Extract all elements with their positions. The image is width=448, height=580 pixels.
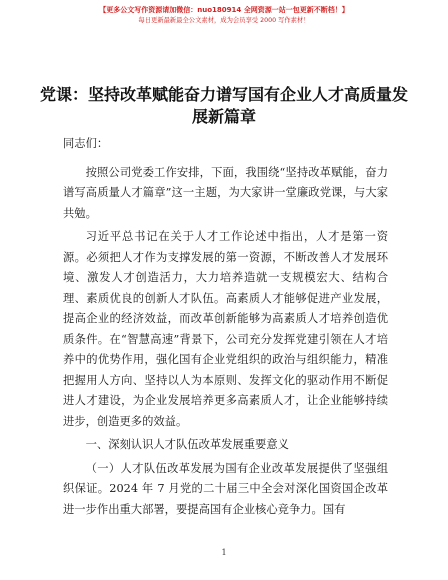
body-paragraph-1: 按照公司党委工作安排，下面，我围绕“坚持改革赋能，奋力谱写高质量人才篇章”这一主题，为大家讲一堂廉政党课，与大家共勉。 — [63, 165, 388, 220]
page-number: 1 — [221, 548, 227, 557]
document-title: 党课：坚持改革赋能奋力谱写国有企业人才高质量发展新篇章 — [40, 85, 409, 126]
promo-line-1: 【更多公文写作资源请加微信：nuo180914 全网资源一站一包更新不断档！】 — [99, 6, 349, 14]
promo-header — [0, 6, 448, 25]
body-paragraph-2: 习近平总书记在关于人才工作论述中指出，人才是第一资源。必须把人才作为支撑发展的第一资源，不断改善人才发展环境、激发人才创造活力，大力培养造就一支规模宏大、结构合理、素质优良的创新人才队伍。高素质人才能够促进产业发展，提高企业的经济效益，而改革创新能够为高素质人才培养创造优质条件。在“智慧高速”背景下，公司充分发挥党建引领在人才培养中的优势作用，强化国有企业党组织的政治与组织能力，精准把握用人方向、坚持以人为本原则、发挥文化的驱动作用不断促进人才建设，为企业发展培养更多高素质人才，让企业能够持续进步，创造更多的效益。 — [63, 230, 388, 428]
promo-line-2: 每日更新最新最全公文素材，成为会员享受 2000 写作素材！ — [138, 17, 310, 24]
section-heading: 一、深刻认识人才队伍改革发展重要意义 — [85, 438, 289, 451]
document-body — [63, 134, 388, 523]
subsection-paragraph: （一）人才队伍改革发展为国有企业改革发展提供了坚强组织保证。2024 年 7 月党的二十届三中全会对深化国资国企改革进一步作出重大部署，要提高国有企业核心竞争力。国有 — [63, 461, 388, 516]
greeting: 同志们： — [63, 137, 109, 150]
